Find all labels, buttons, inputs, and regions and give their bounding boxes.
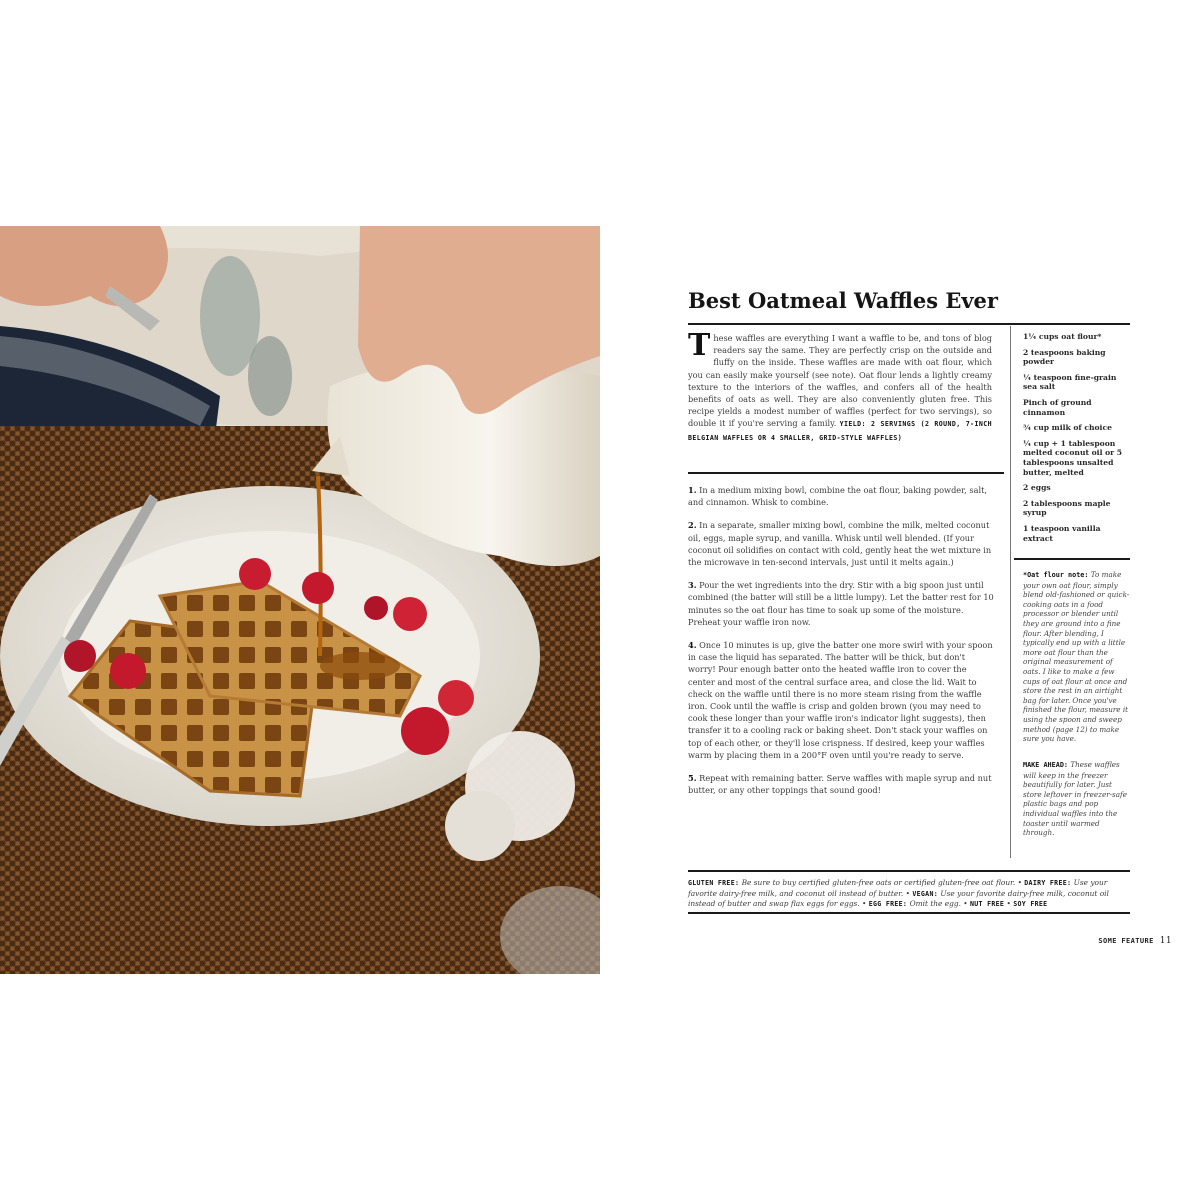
step-item bbox=[688, 639, 994, 761]
diet-tag: DAIRY FREE: bbox=[1024, 879, 1072, 887]
note-text: These waffles will keep in the freezer beautifully for later. Just store leftover in freezer-safe plastic bags and pop individual waffles into the toaster until warmed through. bbox=[1023, 760, 1127, 838]
ingredient-item: ¾ cup milk of choice bbox=[1023, 423, 1112, 433]
ingredient-item: Pinch of ground cinnamon bbox=[1023, 397, 1092, 417]
oat-flour-note bbox=[1023, 570, 1131, 744]
step-item bbox=[688, 519, 994, 568]
ingredient-item: 1¼ cups oat flour* bbox=[1023, 332, 1102, 341]
step-text: Pour the wet ingredients into the dry. Stir with a big spoon just until combined (the batter will still be a little lumpy). Let the batter rest for 10 minutes so the oat flour has time to soak up some of the moisture. Preheat your waffle iron now. bbox=[688, 580, 994, 627]
recipe-title: Best Oatmeal Waffles Ever bbox=[688, 288, 998, 313]
top-rule bbox=[688, 323, 1130, 325]
ingredient-item: 2 eggs bbox=[1023, 483, 1051, 493]
intro-text: hese waffles are everything I want a waffle to be, and tons of blog readers say the same. They are perfectly crisp on the outside and fluffy on the inside. These waffles are made with oat flour, which you can easily make yourself (see note). Oat flour lends a lightly creamy texture to the interiors of the waffles, and confers all of the health benefits of oats as well. They are also conveniently gluten free. This recipe yields a modest number of waffles (perfect for two servings), so double it if you're serving a family. bbox=[688, 333, 992, 429]
ingredient-item: 2 teaspoons baking powder bbox=[1023, 347, 1106, 367]
page-footer bbox=[1098, 936, 1172, 946]
note-tag: *Oat flour note: bbox=[1023, 571, 1089, 579]
diet-tag: GLUTEN FREE: bbox=[688, 879, 740, 887]
ingredients-rule bbox=[1014, 558, 1130, 560]
diet-tag: SOY FREE bbox=[1013, 900, 1048, 909]
notes-top-rule bbox=[688, 870, 1130, 872]
step-text: Repeat with remaining batter. Serve waffles with maple syrup and nut butter, or any other toppings that sound good! bbox=[688, 773, 992, 796]
ingredients-list bbox=[1023, 332, 1133, 549]
diet-tag: EGG FREE: bbox=[868, 900, 908, 909]
step-item bbox=[688, 484, 994, 508]
diet-tag: NUT FREE bbox=[970, 900, 1005, 909]
ingredient-item: 1 teaspoon vanilla extract bbox=[1023, 523, 1101, 543]
step-number: 4. bbox=[688, 640, 697, 651]
column-divider bbox=[1010, 326, 1011, 858]
step-text: In a separate, smaller mixing bowl, combine the milk, melted coconut oil, eggs, maple syrup, and vanilla. Whisk until well blended. (If your coconut oil solidifies on contact with cold, gently heat the wet mixture in the microwave in ten-second intervals, just until it melts again.) bbox=[688, 520, 992, 568]
diet-text: Be sure to buy certified gluten-free oats or certified gluten-free oat flour. bbox=[741, 878, 1016, 887]
book-spread bbox=[0, 226, 1200, 974]
step-number: 2. bbox=[688, 520, 697, 531]
recipe-page bbox=[600, 226, 1200, 974]
diet-tag: VEGAN: bbox=[912, 889, 938, 898]
diet-text: Use your favorite dairy-free milk, and coconut oil instead of butter. bbox=[688, 878, 1108, 898]
diet-text: Use your favorite dairy-free milk, coconut oil instead of butter and swap flax eggs for eggs. bbox=[688, 888, 1109, 909]
step-item bbox=[688, 579, 994, 628]
step-item bbox=[688, 772, 994, 796]
step-number: 3. bbox=[688, 580, 697, 591]
note-tag: MAKE AHEAD: bbox=[1023, 761, 1069, 769]
notes-bottom-rule bbox=[688, 912, 1130, 914]
yield-line: YIELD: 2 SERVINGS (2 ROUND, 7-INCH BELGIAN WAFFLES OR 4 SMALLER, GRID-STYLE WAFFLES) bbox=[688, 420, 992, 442]
waffle-photo bbox=[0, 226, 600, 974]
footer-section: SOME FEATURE bbox=[1098, 937, 1154, 945]
step-number: 1. bbox=[688, 485, 697, 495]
step-number: 5. bbox=[688, 773, 697, 784]
drop-cap: T bbox=[688, 328, 711, 363]
ingredient-item: ¼ teaspoon fine-grain sea salt bbox=[1023, 372, 1117, 392]
intro-rule bbox=[688, 472, 1004, 474]
ingredient-item: ¼ cup + 1 tablespoon melted coconut oil or 5 tablespoons unsalted butter, melted bbox=[1023, 438, 1123, 477]
make-ahead-note bbox=[1023, 760, 1131, 838]
note-text: To make your own oat flour, simply blend old-fashioned or quick-cooking oats in a food processor or blender until they are ground into a fine flour. After blending, I typically end up with a little more oat flour than the original measurement of oats. I like to make a few cups of oat flour at once and store the rest in an airtight bag for later. Once you've finished the flour, measure it using the spoon and sweep method (page 12) to make sure you have. bbox=[1023, 570, 1130, 744]
page-number: 11 bbox=[1159, 936, 1172, 946]
step-text: In a medium mixing bowl, combine the oat flour, baking powder, salt, and cinnamon. Whisk to combine. bbox=[688, 485, 987, 508]
steps-list bbox=[688, 484, 994, 807]
ingredient-item: 2 tablespoons maple syrup bbox=[1023, 498, 1111, 518]
recipe-intro bbox=[688, 328, 992, 444]
diet-text: Omit the egg. bbox=[909, 899, 961, 909]
step-text: Once 10 minutes is up, give the batter one more swirl with your spoon in case the liquid has separated. The batter will be thick, but don't worry! Pour enough batter onto the heated waffle iron to cover the center and most of the central surface area, and close the lid. Wait to check on the waffle until there is no more steam rising from the waffle iron. Cook until the waffle is crisp and golden brown (you may need to cook these longer than your waffle iron's indicator light suggests), then transfer it to a cooling rack or baking sheet. Don't stack your waffles on top of each other, or they'll lose crispness. If desired, keep your waffles warm by placing them in a 200°F oven until you're ready to serve. bbox=[688, 640, 993, 760]
dietary-notes: GLUTEN FREE: Be sure to buy certified gluten-free oats or certified gluten-free oat flour. • DAIRY FREE: Use your favorite dairy-free milk, and coconut oil instead of butter. • VEGAN: Use your favorite dairy-free milk, coconut oil instead of butter and swap flax eggs for eggs. • EGG FREE: Omit the egg. • NUT FREE • SOY FREE bbox=[688, 878, 1109, 909]
